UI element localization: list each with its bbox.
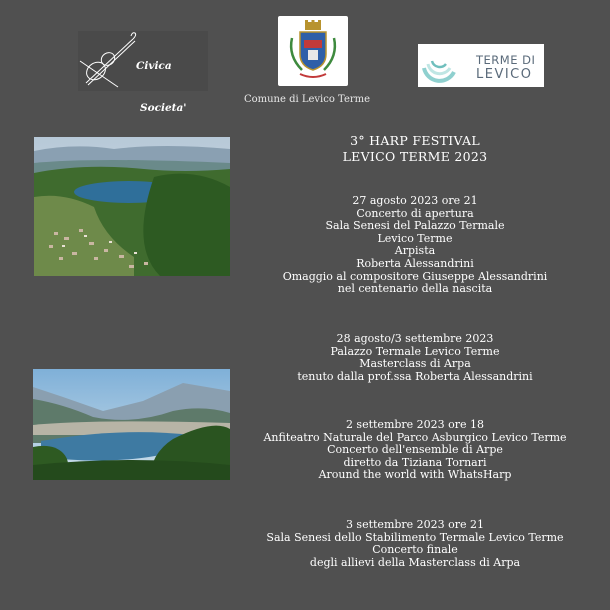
terme-logo-line1: TERME DI	[476, 53, 536, 67]
event-line: 28 agosto/3 settembre 2023	[336, 332, 494, 345]
civica-line: Civica	[136, 60, 172, 72]
event-line: tenuto dalla prof.ssa Roberta Alessandrini	[297, 369, 533, 383]
event-line: Palazzo Termale Levico Terme	[330, 344, 500, 358]
event-line: Levico Terme	[377, 231, 453, 245]
event-opening-concert	[228, 195, 602, 296]
lake-aerial-photo	[34, 137, 230, 276]
festival-title	[248, 133, 582, 165]
event-line: 3 settembre 2023 ore 21	[345, 518, 485, 531]
municipal-crest	[278, 16, 348, 86]
terme-logo-line2: LEVICO	[476, 67, 533, 82]
event-line: Anfiteatro Naturale del Parco Asburgico Levico Terme	[263, 430, 567, 444]
event-ensemble-concert	[228, 419, 602, 482]
event-line: Concerto dell'ensemble di Arpe	[327, 443, 503, 457]
civica-logo	[78, 31, 208, 114]
event-line: Concerto di apertura	[356, 206, 474, 220]
lake-aerial-image	[34, 137, 230, 276]
festival-title-line: LEVICO TERME 2023	[342, 149, 488, 164]
event-line: Masterclass di Arpa	[359, 357, 471, 371]
civica-line: Societa'	[140, 102, 187, 114]
event-line: Around the world with WhatsHarp	[318, 468, 512, 482]
event-line: Omaggio al compositore Giuseppe Alessandrini	[282, 269, 548, 283]
event-line: Sala Senesi dello Stabilimento Termale Levico Terme	[266, 530, 564, 544]
event-line: 27 agosto 2023 ore 21	[352, 194, 478, 207]
terme-levico-logo	[418, 44, 544, 87]
event-line: Concerto finale	[372, 543, 458, 557]
event-line: diretto da Tiziana Tornari	[343, 455, 487, 469]
event-line: 2 settembre 2023 ore 18	[345, 418, 485, 431]
festival-title-line: 3° HARP FESTIVAL	[350, 133, 480, 148]
event-line: Roberta Alessandrini	[356, 256, 474, 270]
event-final-concert	[228, 519, 602, 569]
event-line: Sala Senesi del Palazzo Termale	[325, 219, 505, 233]
event-masterclass	[228, 333, 602, 383]
lake-mountains-image	[33, 369, 230, 480]
crest-icon	[278, 16, 348, 86]
event-line: Arpista	[394, 244, 436, 258]
lake-mountains-photo	[33, 369, 230, 480]
event-line: nel centenario della nascita	[337, 282, 493, 296]
comune-caption: Comune di Levico Terme	[243, 94, 371, 105]
event-line: degli allievi della Masterclass di Arpa	[309, 555, 521, 569]
water-wave-icon	[418, 44, 468, 87]
